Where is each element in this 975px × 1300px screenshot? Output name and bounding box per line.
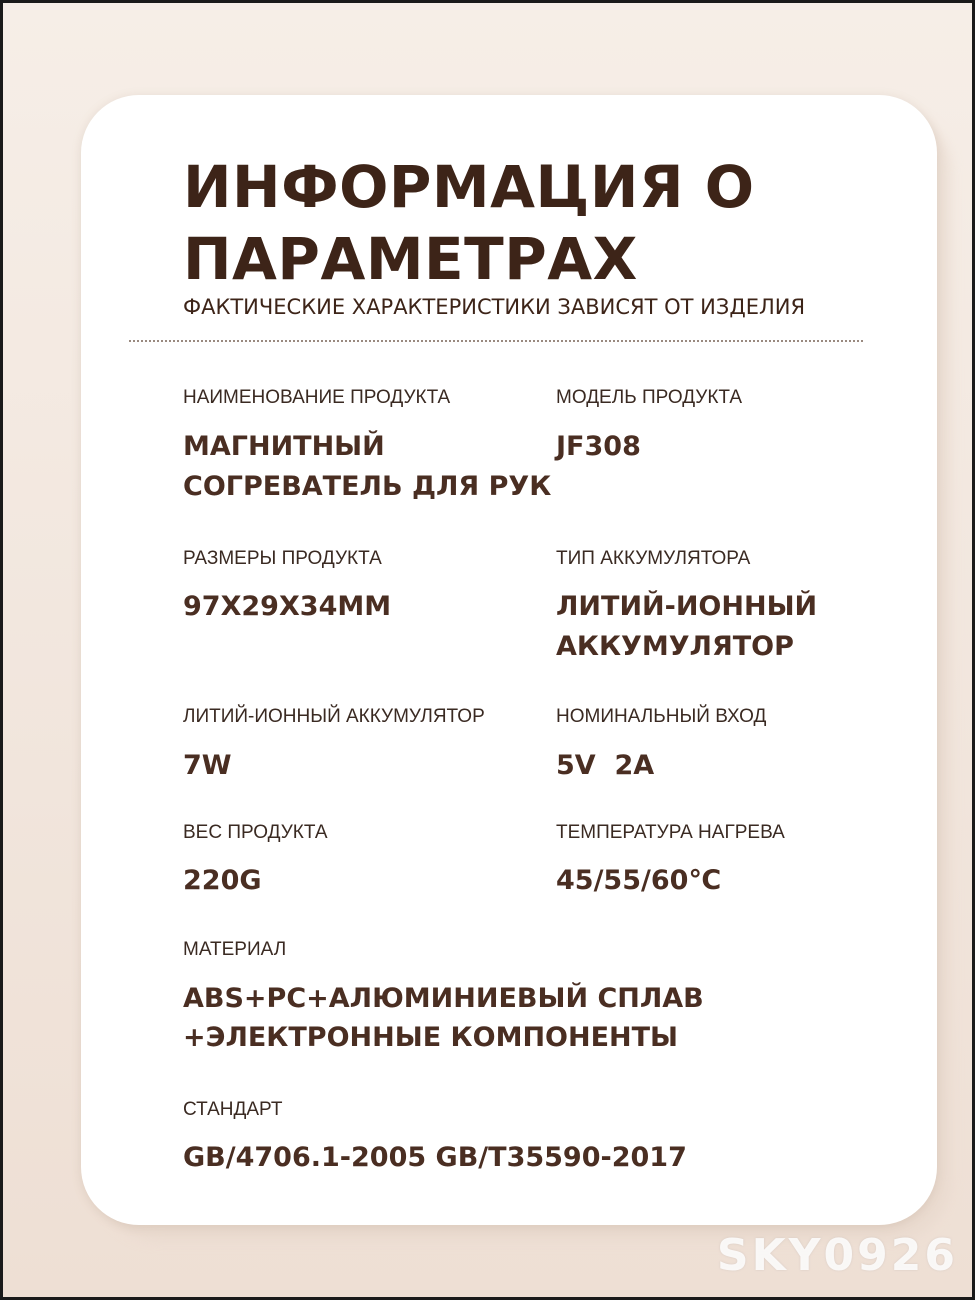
standard-label: СТАНДАРТ [183,1099,283,1120]
battery-type-value-line1: ЛИТИЙ-ИОННЫЙ [556,591,818,622]
page-title: ИНФОРМАЦИЯ О ПАРАМЕТРАХ [183,153,755,293]
product-size-label: РАЗМЕРЫ ПРОДУКТА [183,548,382,569]
rated-input-label: НОМИНАЛЬНЫЙ ВХОД [556,706,767,727]
heating-temp-label: ТЕМПЕРАТУРА НАГРЕВА [556,822,785,843]
page-subtitle: ФАКТИЧЕСКИЕ ХАРАКТЕРИСТИКИ ЗАВИСЯТ ОТ ИЗДЕЛИЯ [183,295,806,319]
heating-temp-value: 45/55/60℃ [556,865,722,896]
battery-power-label: ЛИТИЙ-ИОННЫЙ АККУМУЛЯТОР [183,706,485,727]
product-size-value: 97X29X34MM [183,591,392,622]
product-model-label: МОДЕЛЬ ПРОДУКТА [556,387,743,408]
standard-value: GB/4706.1-2005 GB/T35590-2017 [183,1142,687,1173]
battery-type-label: ТИП АККУМУЛЯТОРА [556,548,751,569]
weight-value: 220G [183,865,262,896]
weight-label: ВЕС ПРОДУКТА [183,822,328,843]
product-name-value-line2: СОГРЕВАТЕЛЬ ДЛЯ РУК [183,471,552,502]
material-label: МАТЕРИАЛ [183,939,287,960]
material-value-line2: +ЭЛЕКТРОННЫЕ КОМПОНЕНТЫ [183,1022,679,1053]
rated-input-value: 5V 2A [556,750,655,781]
dotted-divider [129,340,863,342]
product-model-value: JF308 [556,431,641,462]
product-name-label: НАИМЕНОВАНИЕ ПРОДУКТА [183,387,451,408]
battery-power-value: 7W [183,750,232,781]
material-value-line1: ABS+PC+АЛЮМИНИЕВЫЙ СПЛАВ [183,983,704,1014]
product-name-value-line1: МАГНИТНЫЙ [183,431,385,462]
battery-type-value-line2: АККУМУЛЯТОР [556,631,794,662]
watermark-text: SKY0926 [716,1230,958,1281]
